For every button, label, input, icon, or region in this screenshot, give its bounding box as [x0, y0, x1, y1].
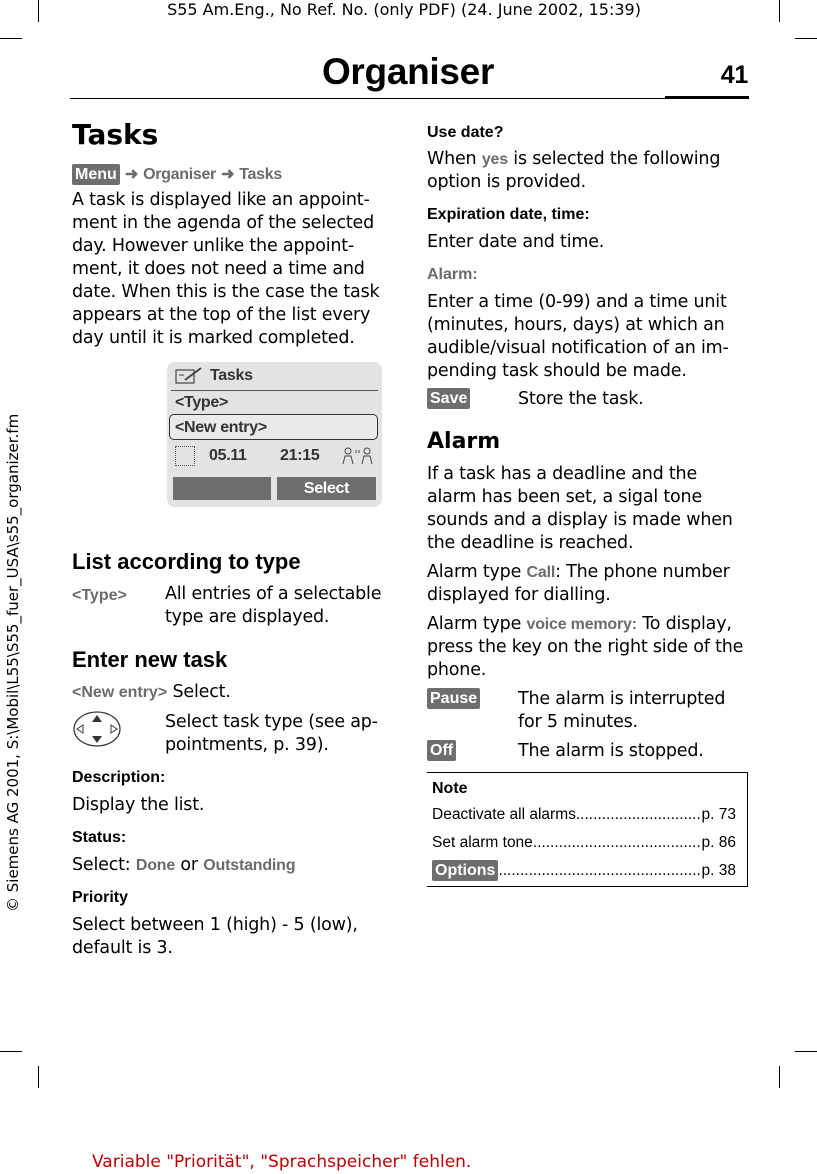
- note-row-page: p. 86: [701, 834, 736, 851]
- label-alarm: Alarm:: [427, 266, 478, 283]
- text-description: Display the list.: [72, 795, 205, 815]
- screen-row-highlight[interactable]: [169, 414, 378, 440]
- alarm-voice-paragraph: [427, 613, 745, 682]
- intro-paragraph: A task is displayed like an appoint-ment in the agenda of the selected day. However unlike the appoint-ment, it does not need a time and date. When this is the case the task appears at the top of the list every day until it is marked completed.: [72, 190, 380, 348]
- screen-title: Tasks: [210, 367, 253, 384]
- copyright-side-text: © Siemens AG 2001, S:\Mobil\L55\S55_fuer_USA\s55_organizer.fm: [4, 413, 22, 912]
- path-organiser[interactable]: Organiser: [143, 166, 216, 183]
- note-title: Note: [432, 780, 468, 797]
- note-box: [427, 772, 748, 887]
- note-row-label: Set alarm tone: [432, 834, 533, 851]
- desc-pause: The alarm is interrupted for 5 minutes.: [518, 689, 726, 732]
- use-date-suffix: is selected the following option is provided.: [427, 149, 721, 192]
- page-number: 41: [720, 61, 748, 89]
- header-rule: [70, 98, 665, 99]
- arrow-icon: ➜: [221, 166, 235, 183]
- pause-softkey[interactable]: Pause: [427, 688, 480, 709]
- label-use-date: Use date?: [427, 124, 504, 141]
- footer-variable-note: Variable "Priorität", "Sprachspeicher" fehlen.: [92, 1152, 472, 1172]
- arrow-icon: ➜: [124, 166, 138, 183]
- desc-off: The alarm is stopped.: [518, 741, 704, 761]
- crop-mark: [779, 0, 780, 22]
- phone-screen: [167, 362, 382, 507]
- edit-icon: [175, 366, 205, 386]
- softkey-left[interactable]: [173, 477, 271, 500]
- desc-save: Store the task.: [518, 389, 644, 409]
- header-rule-thick: [665, 96, 749, 99]
- crop-mark: [0, 1051, 22, 1052]
- note-row-page: p. 73: [701, 806, 736, 823]
- screen-row-type[interactable]: <Type>: [175, 394, 229, 411]
- crop-mark: [38, 0, 39, 22]
- term-new-entry: <New entry>: [72, 684, 168, 701]
- crop-mark: [38, 1066, 39, 1088]
- text-alarm: Enter a time (0-99) and a time unit (minutes, hours, days) at which an audible/visual notification of an im-pending task should be made.: [427, 292, 729, 381]
- screen-divider: [171, 390, 378, 391]
- print-meta: S55 Am.Eng., No Ref. No. (only PDF) (24. June 2002, 15:39): [167, 0, 641, 19]
- term-type: <Type>: [72, 587, 127, 604]
- use-date-yes: yes: [481, 151, 508, 168]
- heading-enter-new-task: Enter new task: [72, 647, 228, 672]
- screen-date: 05.11: [209, 447, 247, 464]
- status-or: or: [175, 855, 204, 875]
- crop-mark: [779, 1066, 780, 1088]
- people-icon: [340, 446, 376, 466]
- alarm-paragraph: If a task has a deadline and the alarm has been set, a sigal tone sounds and a display is made when the deadline is reached.: [427, 464, 733, 553]
- crop-mark: [0, 38, 22, 39]
- text-use-date: [427, 148, 745, 194]
- use-date-prefix: When: [427, 149, 482, 169]
- call-suffix: : The phone number displayed for dialling.: [427, 562, 730, 605]
- status-outstanding: Outstanding: [203, 857, 296, 874]
- path-tasks[interactable]: Tasks: [239, 166, 282, 183]
- new-entry-select: Select.: [167, 682, 231, 702]
- leader-dots: [533, 829, 702, 857]
- desc-type: All entries of a selectable type are displayed.: [165, 584, 382, 627]
- leader-dots: [576, 801, 702, 829]
- label-priority: Priority: [72, 889, 129, 906]
- note-row[interactable]: [432, 857, 736, 885]
- note-row-page: p. 38: [701, 862, 736, 879]
- checkbox-icon: [175, 446, 195, 466]
- heading-alarm: Alarm: [427, 429, 501, 454]
- call-key: Call: [526, 564, 556, 581]
- section-title-tasks: Tasks: [72, 118, 159, 151]
- navigation-key-icon: [72, 710, 122, 748]
- menu-softkey[interactable]: Menu: [72, 164, 120, 185]
- text-priority: Select between 1 (high) - 5 (low), default is 3.: [72, 915, 358, 958]
- off-softkey[interactable]: Off: [427, 740, 456, 761]
- note-box-top: [427, 772, 747, 773]
- label-expiration: Expiration date, time:: [427, 206, 590, 223]
- text-expiration: Enter date and time.: [427, 232, 605, 252]
- text-status: [72, 854, 295, 877]
- options-softkey[interactable]: Options: [432, 860, 498, 881]
- new-entry-line: [72, 680, 231, 704]
- heading-list-by-type: List according to type: [72, 549, 301, 574]
- desc-nav-select: Select task type (see ap-pointments, p. 39).: [165, 712, 378, 755]
- alarm-call-paragraph: [427, 561, 745, 607]
- status-done: Done: [135, 857, 176, 874]
- voice-suffix: To display, press the key on the right side of the phone.: [427, 614, 744, 680]
- chapter-title: Organiser: [321, 51, 495, 92]
- note-row[interactable]: [432, 829, 736, 857]
- status-prefix: Select:: [72, 855, 136, 875]
- screen-time: 21:15: [280, 447, 320, 464]
- leader-dots: [498, 857, 701, 885]
- call-prefix: Alarm type: [427, 562, 527, 582]
- note-row-label: Deactivate all alarms: [432, 806, 576, 823]
- menu-path: [72, 163, 282, 186]
- crop-mark: [795, 1051, 817, 1052]
- voice-key: voice memory:: [526, 616, 637, 633]
- label-description: Description:: [72, 769, 166, 786]
- note-row[interactable]: [432, 801, 736, 829]
- label-status: Status:: [72, 829, 127, 846]
- screen-row-new-entry: <New entry>: [175, 419, 267, 436]
- crop-mark: [795, 38, 817, 39]
- softkey-select[interactable]: Select: [277, 477, 376, 500]
- save-softkey[interactable]: Save: [427, 388, 470, 409]
- voice-prefix: Alarm type: [427, 614, 527, 634]
